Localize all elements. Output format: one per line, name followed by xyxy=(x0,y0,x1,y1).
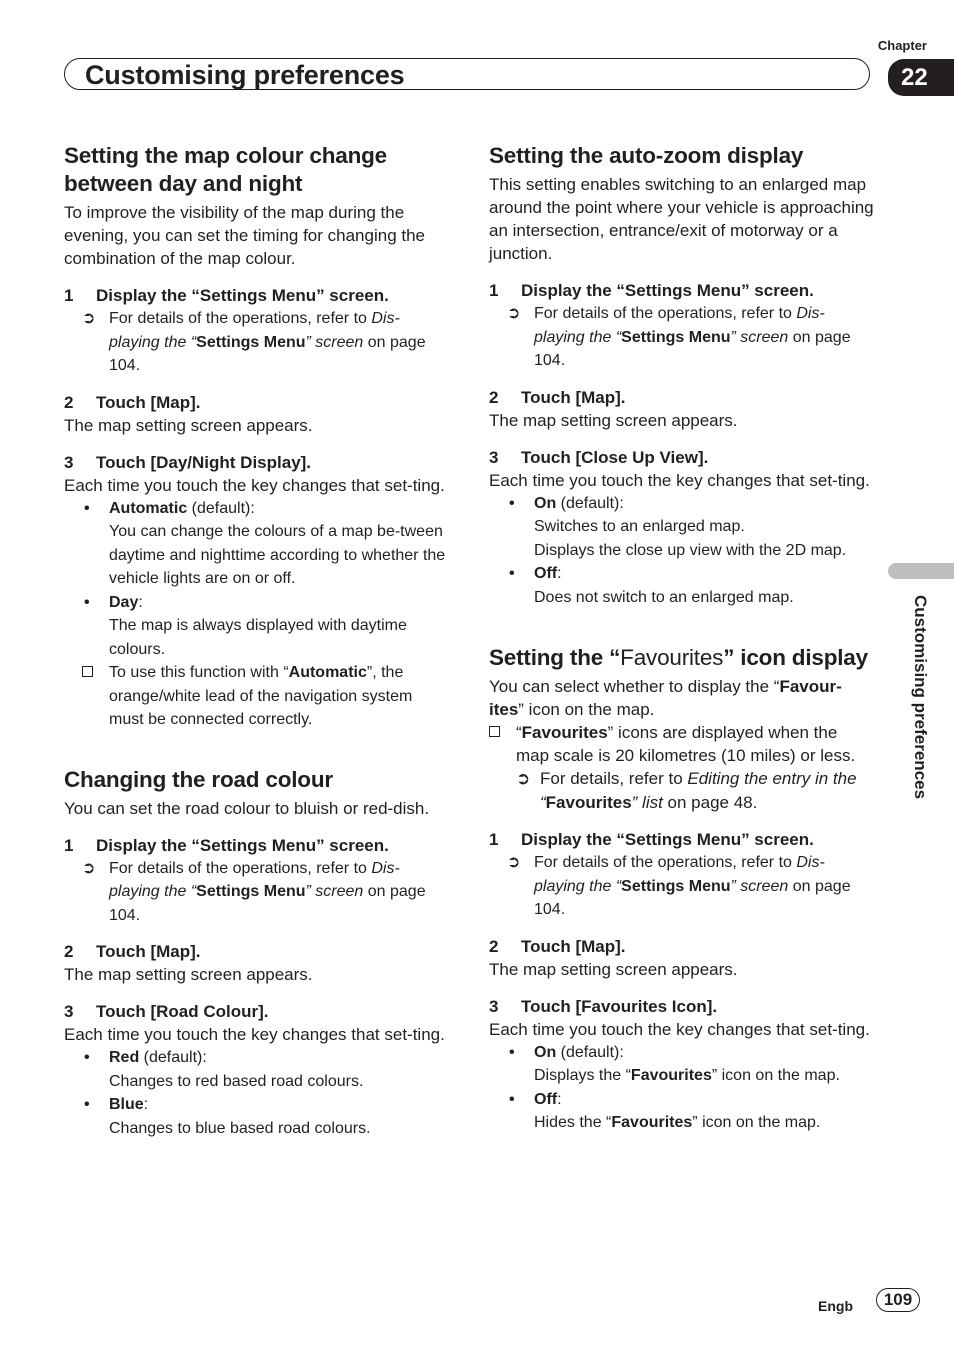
section-intro: To improve the visibility of the map during the evening, you can set the timing for changing the combination of the map colour. xyxy=(64,203,426,268)
step-1: 1 Display the “Settings Menu” screen. xyxy=(64,835,389,855)
side-tab-marker xyxy=(888,563,954,579)
bullet-blue: • Blue: xyxy=(84,1096,149,1113)
bullet-day: • Day: xyxy=(84,593,143,611)
bullet-off: • Off: xyxy=(509,1090,562,1108)
bullet-on-text: Switches to an enlarged map. xyxy=(534,518,745,535)
step-note: ➲ For details of the operations, refer to Dis-playing the “Settings Menu” screen on page 104. xyxy=(64,307,449,378)
bullet-red-text: Changes to red based road colours. xyxy=(109,1072,364,1090)
step-3: 3 Touch [Favourites Icon]. xyxy=(489,996,718,1016)
bullet-red: • Red (default): xyxy=(84,1049,207,1066)
bullet-automatic: • Automatic (default): xyxy=(84,499,255,517)
bullet-off-text: Hides the “Favourites” icon on the map. xyxy=(534,1114,821,1131)
step-2-text: The map setting screen appears. xyxy=(64,965,313,984)
tip-note: To use this function with “Automatic”, the orange/white lead of the navigation system must be connected correctly. xyxy=(64,661,449,732)
arrow-icon: ➲ xyxy=(507,854,521,871)
step-2-text: The map setting screen appears. xyxy=(489,410,738,430)
chapter-number-badge: 22 xyxy=(888,59,954,96)
checkbox-icon xyxy=(82,666,93,677)
step-1: 1 Display the “Settings Menu” screen. xyxy=(489,830,814,849)
arrow-icon: ➲ xyxy=(516,769,531,788)
bullet-off-text: Does not switch to an enlarged map. xyxy=(534,588,794,606)
tip-note: “Favourites” icons are displayed when the map scale is 20 kilometres (10 miles) or less. xyxy=(489,721,874,767)
header-bar xyxy=(64,58,870,90)
step-3: 3 Touch [Road Colour]. xyxy=(64,1002,269,1021)
page-title: Customising preferences xyxy=(85,60,405,90)
step-2: 2 Touch [Map]. xyxy=(64,392,201,412)
step-3-text: Each time you touch the key changes that set-ting. xyxy=(489,1019,870,1039)
right-column xyxy=(489,142,874,1135)
step-1: 1 Display the “Settings Menu” screen. xyxy=(489,281,814,300)
section-intro: You can select whether to display the “Favour-ites” icon on the map. xyxy=(489,677,842,719)
bullet-on-text-2: Displays the close up view with the 2D map. xyxy=(534,541,847,559)
step-2: 2 Touch [Map]. xyxy=(489,936,626,956)
step-3-text: Each time you touch the key changes that set-ting. xyxy=(64,475,445,495)
step-2: 2 Touch [Map]. xyxy=(64,942,201,961)
arrow-icon: ➲ xyxy=(82,859,96,877)
left-column xyxy=(64,142,449,1140)
section-heading-favourites-icon: Setting the “Favourites” icon display xyxy=(489,645,868,670)
tip-subnote: ➲ For details, refer to Editing the entry in the “Favourites” list on page 48. xyxy=(516,769,857,812)
bullet-blue-text: Changes to blue based road colours. xyxy=(109,1119,371,1137)
arrow-icon: ➲ xyxy=(82,310,96,327)
step-2-text: The map setting screen appears. xyxy=(489,959,738,979)
step-note: ➲ For details of the operations, refer to Dis-playing the “Settings Menu” screen on page 104. xyxy=(489,851,874,922)
step-1: 1 Display the “Settings Menu” screen. xyxy=(64,286,389,305)
footer-language: Engb xyxy=(818,1298,853,1314)
step-3: 3 Touch [Day/Night Display]. xyxy=(64,452,312,472)
step-3-text: Each time you touch the key changes that set-ting. xyxy=(489,470,870,490)
bullet-on-text: Displays the “Favourites” icon on the map. xyxy=(534,1067,840,1084)
arrow-icon: ➲ xyxy=(507,305,521,322)
section-heading-day-night: Setting the map colour change between day and night xyxy=(64,143,387,196)
checkbox-icon xyxy=(489,726,500,737)
page-number: 109 xyxy=(876,1288,920,1312)
step-3: 3 Touch [Close Up View]. xyxy=(489,447,709,467)
chapter-label: Chapter xyxy=(877,38,927,53)
step-2: 2 Touch [Map]. xyxy=(489,387,626,407)
step-2-text: The map setting screen appears. xyxy=(64,415,313,435)
bullet-on: • On (default): xyxy=(509,1043,624,1061)
bullet-on: • On (default): xyxy=(509,494,624,512)
section-heading-auto-zoom: Setting the auto-zoom display xyxy=(489,143,804,168)
step-note: ➲ For details of the operations, refer to Dis-playing the “Settings Menu” screen on page 104. xyxy=(64,857,449,928)
bullet-off: • Off: xyxy=(509,565,562,582)
side-section-label: Customising preferences xyxy=(911,595,930,800)
section-intro: You can set the road colour to bluish or red-dish. xyxy=(64,798,430,818)
step-3-text: Each time you touch the key changes that set-ting. xyxy=(64,1025,445,1044)
section-intro: This setting enables switching to an enlarged map around the point where your vehicle is approaching an intersection, entrance/exit of motorway or a junction. xyxy=(489,175,874,263)
section-heading-road-colour: Changing the road colour xyxy=(64,766,333,792)
bullet-day-text: The map is always displayed with daytime colours. xyxy=(109,617,407,658)
step-note: ➲ For details of the operations, refer to Dis-playing the “Settings Menu” screen on page 104. xyxy=(489,302,874,373)
bullet-automatic-text: You can change the colours of a map be-tween daytime and nighttime according to whether the vehicle lights are on or off. xyxy=(109,523,446,587)
